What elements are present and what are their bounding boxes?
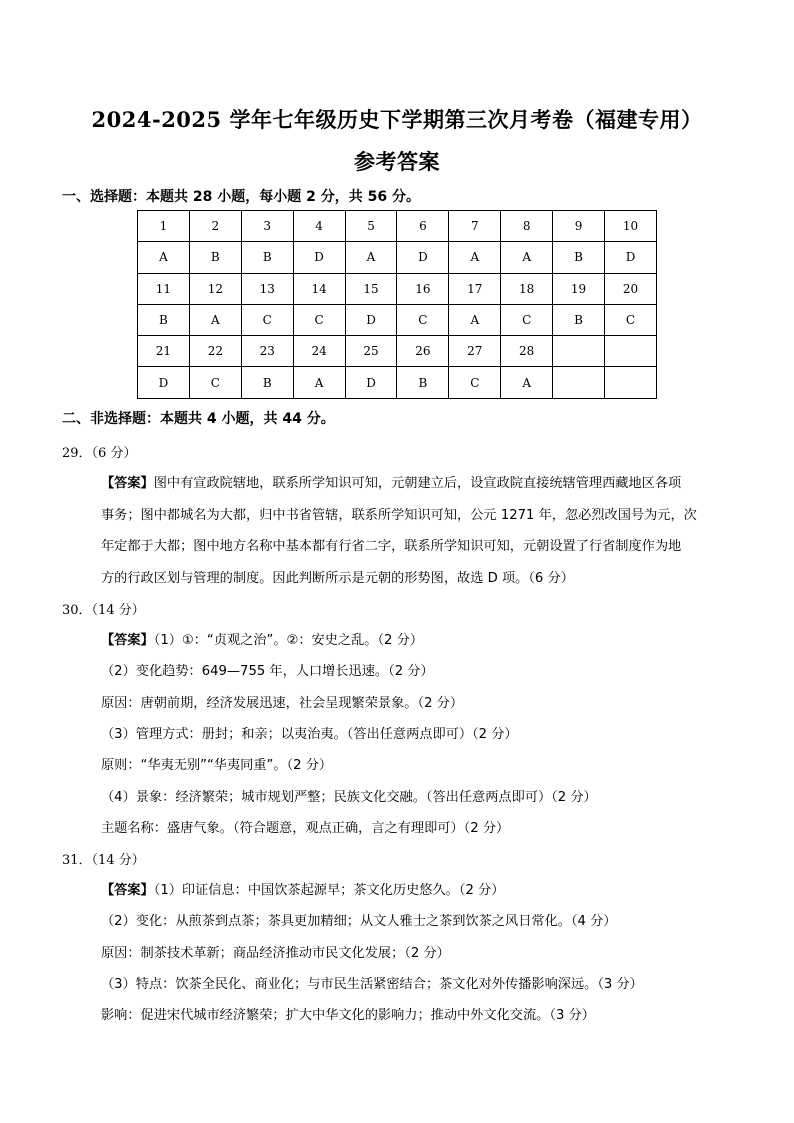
table-cell: 5 <box>345 211 397 242</box>
table-row <box>138 211 657 242</box>
table-cell: D <box>605 242 657 273</box>
table-cell: A <box>501 242 553 273</box>
table-cell: 24 <box>293 336 345 367</box>
table-cell: B <box>553 242 605 273</box>
table-cell: B <box>397 367 449 398</box>
table-cell: A <box>138 242 190 273</box>
table-cell: 7 <box>449 211 501 242</box>
table-cell: D <box>293 242 345 273</box>
table-cell: 12 <box>189 273 241 304</box>
q30-text: （1）①：“贞观之治”。②：安史之乱。（2 分） <box>153 633 424 648</box>
table-cell: 2 <box>189 211 241 242</box>
table-cell: C <box>449 367 501 398</box>
q31-line-4: （3）特点：饮茶全民化、商业化；与市民生活紧密结合；茶文化对外传播影响深远。（3 分） <box>101 977 643 992</box>
table-cell: D <box>345 304 397 335</box>
table-cell: 14 <box>293 273 345 304</box>
q31-text: （1）印证信息：中国饮茶起源早；茶文化历史悠久。（2 分） <box>153 883 505 898</box>
table-cell: D <box>345 367 397 398</box>
page-title: 2024-2025 学年七年级历史下学期第三次月考卷（福建专用） <box>91 107 703 132</box>
table-cell: A <box>189 304 241 335</box>
q30-line-4: （3）管理方式：册封；和亲；以夷治夷。（答出任意两点即可）（2 分） <box>101 727 518 742</box>
answer-tag: 【答案】 <box>101 633 154 648</box>
q29-text: 图中有宣政院辖地，联系所学知识可知，元朝建立后，设宣政院直接统辖管理西藏地区各项 <box>153 476 682 491</box>
table-cell: A <box>449 242 501 273</box>
table-cell: D <box>397 242 449 273</box>
q30-line-5: 原则：“华夷无别”“华夷同重”。（2 分） <box>101 758 333 773</box>
table-cell: 23 <box>241 336 293 367</box>
table-cell: 10 <box>605 211 657 242</box>
q30-line-6: （4）景象：经济繁荣；城市规划严整；民族文化交融。（答出任意两点即可）（2 分） <box>101 790 597 805</box>
answer-tag: 【答案】 <box>101 883 154 898</box>
table-cell: 28 <box>501 336 553 367</box>
table-cell: 22 <box>189 336 241 367</box>
table-cell: 15 <box>345 273 397 304</box>
section-2-heading: 二、非选择题：本题共 4 小题，共 44 分。 <box>62 411 335 427</box>
table-cell: 8 <box>501 211 553 242</box>
question-31-label: 31．（14 分） <box>62 853 145 868</box>
table-cell: 16 <box>397 273 449 304</box>
table-cell: B <box>241 242 293 273</box>
section-1-heading: 一、选择题：本题共 28 小题，每小题 2 分，共 56 分。 <box>62 189 420 205</box>
page-subtitle: 参考答案 <box>354 149 440 174</box>
table-cell: D <box>138 367 190 398</box>
table-cell: C <box>241 304 293 335</box>
table-cell: C <box>293 304 345 335</box>
q31-line-3: 原因：制茶技术革新；商品经济推动市民文化发展；（2 分） <box>101 946 450 961</box>
question-29-label: 29．（6 分） <box>62 446 137 461</box>
answer-tag: 【答案】 <box>101 476 154 491</box>
table-cell <box>553 367 605 398</box>
table-cell: A <box>345 242 397 273</box>
answer-table <box>137 210 657 399</box>
table-cell: 6 <box>397 211 449 242</box>
table-cell: 21 <box>138 336 190 367</box>
table-cell: 11 <box>138 273 190 304</box>
table-cell <box>605 367 657 398</box>
table-cell: A <box>449 304 501 335</box>
q31-line-1 <box>101 879 504 898</box>
table-cell: A <box>293 367 345 398</box>
table-row <box>138 304 657 335</box>
q30-line-1 <box>101 629 423 648</box>
q31-line-2: （2）变化：从煎茶到点茶；茶具更加精细；从文人雅士之茶到饮茶之风日常化。（4 分） <box>101 914 617 929</box>
table-cell: 26 <box>397 336 449 367</box>
table-cell: 17 <box>449 273 501 304</box>
table-cell: 20 <box>605 273 657 304</box>
table-cell: C <box>189 367 241 398</box>
table-cell: C <box>605 304 657 335</box>
table-row <box>138 367 657 398</box>
q30-line-2: （2）变化趋势：649—755 年，人口增长迅速。（2 分） <box>101 664 434 679</box>
table-cell: B <box>241 367 293 398</box>
table-cell: 19 <box>553 273 605 304</box>
table-cell: C <box>397 304 449 335</box>
table-cell <box>553 336 605 367</box>
table-row <box>138 242 657 273</box>
table-cell: C <box>501 304 553 335</box>
table-cell: 1 <box>138 211 190 242</box>
table-row <box>138 336 657 367</box>
table-cell: B <box>189 242 241 273</box>
table-cell: 9 <box>553 211 605 242</box>
table-cell: 13 <box>241 273 293 304</box>
q29-line-2: 事务；图中都城名为大都，归中书省管辖，联系所学知识可知，公元 1271 年，忽必烈改国号为元，次 <box>101 508 697 523</box>
q30-line-3: 原因：唐朝前期，经济发展迅速，社会呈现繁荣景象。（2 分） <box>101 696 464 711</box>
table-cell: 4 <box>293 211 345 242</box>
q29-line-1 <box>101 472 681 491</box>
q29-line-4: 方的行政区划与管理的制度。因此判断所示是元朝的形势图，故选 D 项。（6 分） <box>101 571 574 586</box>
table-cell: 25 <box>345 336 397 367</box>
table-cell: 18 <box>501 273 553 304</box>
table-cell: 27 <box>449 336 501 367</box>
table-cell: 3 <box>241 211 293 242</box>
table-cell: A <box>501 367 553 398</box>
table-row <box>138 273 657 304</box>
table-cell <box>605 336 657 367</box>
q30-line-7: 主题名称：盛唐气象。（符合题意，观点正确，言之有理即可）（2 分） <box>101 821 510 836</box>
q29-line-3: 年定都于大都；图中地方名称中基本都有行省二字，联系所学知识可知，元朝设置了行省制度作为地 <box>101 539 682 554</box>
table-cell: B <box>553 304 605 335</box>
q31-line-5: 影响：促进宋代城市经济繁荣；扩大中华文化的影响力；推动中外文化交流。（3 分） <box>101 1008 595 1023</box>
question-30-label: 30．（14 分） <box>62 603 145 618</box>
table-cell: B <box>138 304 190 335</box>
